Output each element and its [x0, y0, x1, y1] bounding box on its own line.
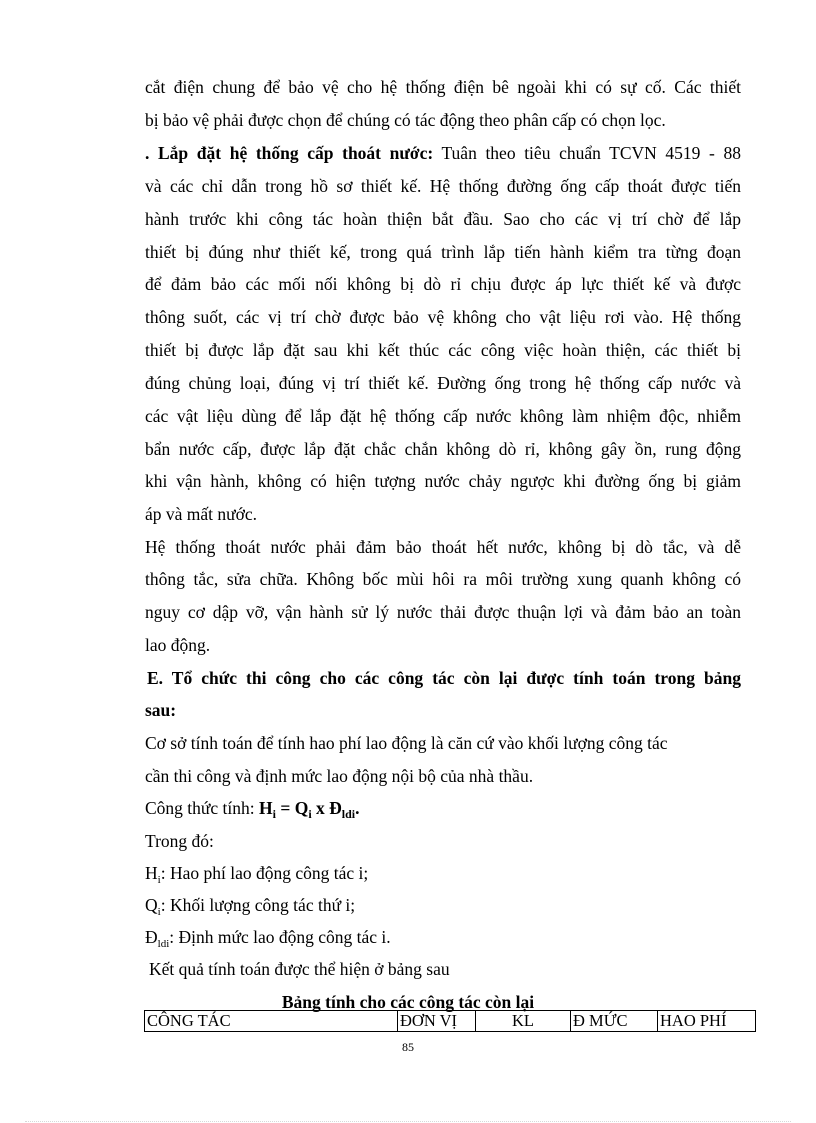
- formula-h-sub: i: [272, 807, 276, 821]
- body-line: lao động.: [145, 635, 211, 655]
- body-line: thông tắc, sửa chữa. Không bốc mùi hôi ra môi trường xung quanh không có: [145, 569, 741, 589]
- def-subscript: i: [157, 906, 161, 918]
- table-title: Bảng tính cho các công tác còn lại: [281, 992, 535, 1012]
- def-symbol: Đ: [145, 927, 158, 947]
- def-text: : Hao phí lao động công tác i;: [160, 863, 369, 883]
- section-e-heading-cont: sau:: [145, 700, 177, 720]
- formula-x: x Đ: [311, 798, 342, 818]
- water-section-first-line: [145, 141, 741, 165]
- body-line: thông suốt, các vị trí chờ được bảo vệ không cho vật liệu rơi vào. Hệ thống: [145, 307, 741, 327]
- formula-line: [145, 796, 741, 822]
- formula-end: .: [355, 798, 360, 818]
- body-line: Hệ thống thoát nước phải đảm bảo thoát hết nước, không bị dò tắc, và dễ: [145, 537, 741, 557]
- header-kl: KL: [476, 1011, 571, 1032]
- definition-item: [145, 925, 741, 952]
- body-line: cắt điện chung để bảo vệ cho hệ thống điện bê ngoài khi có sự cố. Các thiết: [145, 77, 741, 97]
- body-line: thiết bị được lắp đặt sau khi kết thúc các công việc hoàn thiện, các thiết bị: [145, 340, 741, 360]
- water-section-heading: . Lắp đặt hệ thống cấp thoát nước:: [145, 143, 434, 163]
- page-bottom-rule: [25, 1121, 791, 1122]
- where-label: Trong đó:: [145, 831, 214, 851]
- body-line: hành trước khi công tác hoàn thiện bắt đầu. Sao cho các vị trí chờ để lắp: [145, 209, 741, 229]
- body-line: và các chỉ dẫn trong hồ sơ thiết kế. Hệ thống đường ống cấp thoát được tiến: [145, 176, 741, 196]
- body-line: bị bảo vệ phải được chọn để chúng có tác động theo phân cấp có chọn lọc.: [145, 110, 666, 130]
- body-line: đúng chủng loại, đúng vị trí thiết kế. Đường ống trong hệ thống cấp nước và: [145, 373, 741, 393]
- def-text: : Khối lượng công tác thứ i;: [160, 895, 356, 915]
- body-line: khi vận hành, không có hiện tượng nước chảy ngược khi đường ống bị giảm: [145, 471, 741, 491]
- definition-item: [145, 861, 741, 888]
- water-section-intro: Tuân theo tiêu chuẩn TCVN 4519 - 88: [433, 143, 741, 163]
- formula-d-sub: ldi: [341, 807, 356, 821]
- def-subscript: i: [157, 874, 161, 886]
- body-line: để đảm bảo các mối nối không bị dò rỉ chịu được áp lực thiết kế và được: [145, 274, 741, 294]
- header-hao-phi: HAO PHÍ: [658, 1011, 756, 1032]
- formula-label: Công thức tính:: [145, 798, 259, 818]
- result-intro: Kết quả tính toán được thể hiện ở bảng sau: [149, 959, 450, 979]
- header-cong-tac: CÔNG TÁC: [145, 1011, 398, 1032]
- definition-item: [145, 893, 741, 920]
- body-line: thiết bị đúng như thiết kế, trong quá trình lắp tiến hành kiểm tra từng đoạn: [145, 242, 741, 262]
- page-number: 85: [402, 1040, 414, 1054]
- header-don-vi: ĐƠN VỊ: [398, 1011, 476, 1032]
- def-symbol: H: [145, 863, 158, 883]
- def-subscript: ldi: [157, 938, 170, 950]
- body-line: áp và mất nước.: [145, 504, 258, 524]
- body-line: Cơ sở tính toán để tính hao phí lao động là căn cứ vào khối lượng công tác: [145, 733, 668, 753]
- def-symbol: Q: [145, 895, 158, 915]
- formula-h: H: [259, 798, 273, 818]
- body-line: nguy cơ dập vỡ, vận hành sử lý nước thải được thuận lợi và đảm bảo an toàn: [145, 602, 741, 622]
- formula-eq: = Q: [275, 798, 309, 818]
- body-line: cần thi công và định mức lao động nội bộ của nhà thầu.: [145, 766, 534, 786]
- def-text: : Định mức lao động công tác i.: [169, 927, 391, 947]
- header-dinh-muc: Đ MỨC: [571, 1011, 658, 1032]
- formula-q-sub: i: [308, 807, 312, 821]
- table-header-row: [145, 1011, 756, 1032]
- body-line: các vật liệu dùng để lắp đặt hệ thống cấp nước không làm nhiệm độc, nhiễm: [145, 406, 741, 426]
- work-table: [144, 1010, 756, 1032]
- body-line: bẩn nước cấp, được lắp đặt chắc chắn không dò rỉ, không gây ồn, rung động: [145, 439, 741, 459]
- section-e-heading: E. Tổ chức thi công cho các công tác còn lại được tính toán trong bảng: [147, 668, 741, 688]
